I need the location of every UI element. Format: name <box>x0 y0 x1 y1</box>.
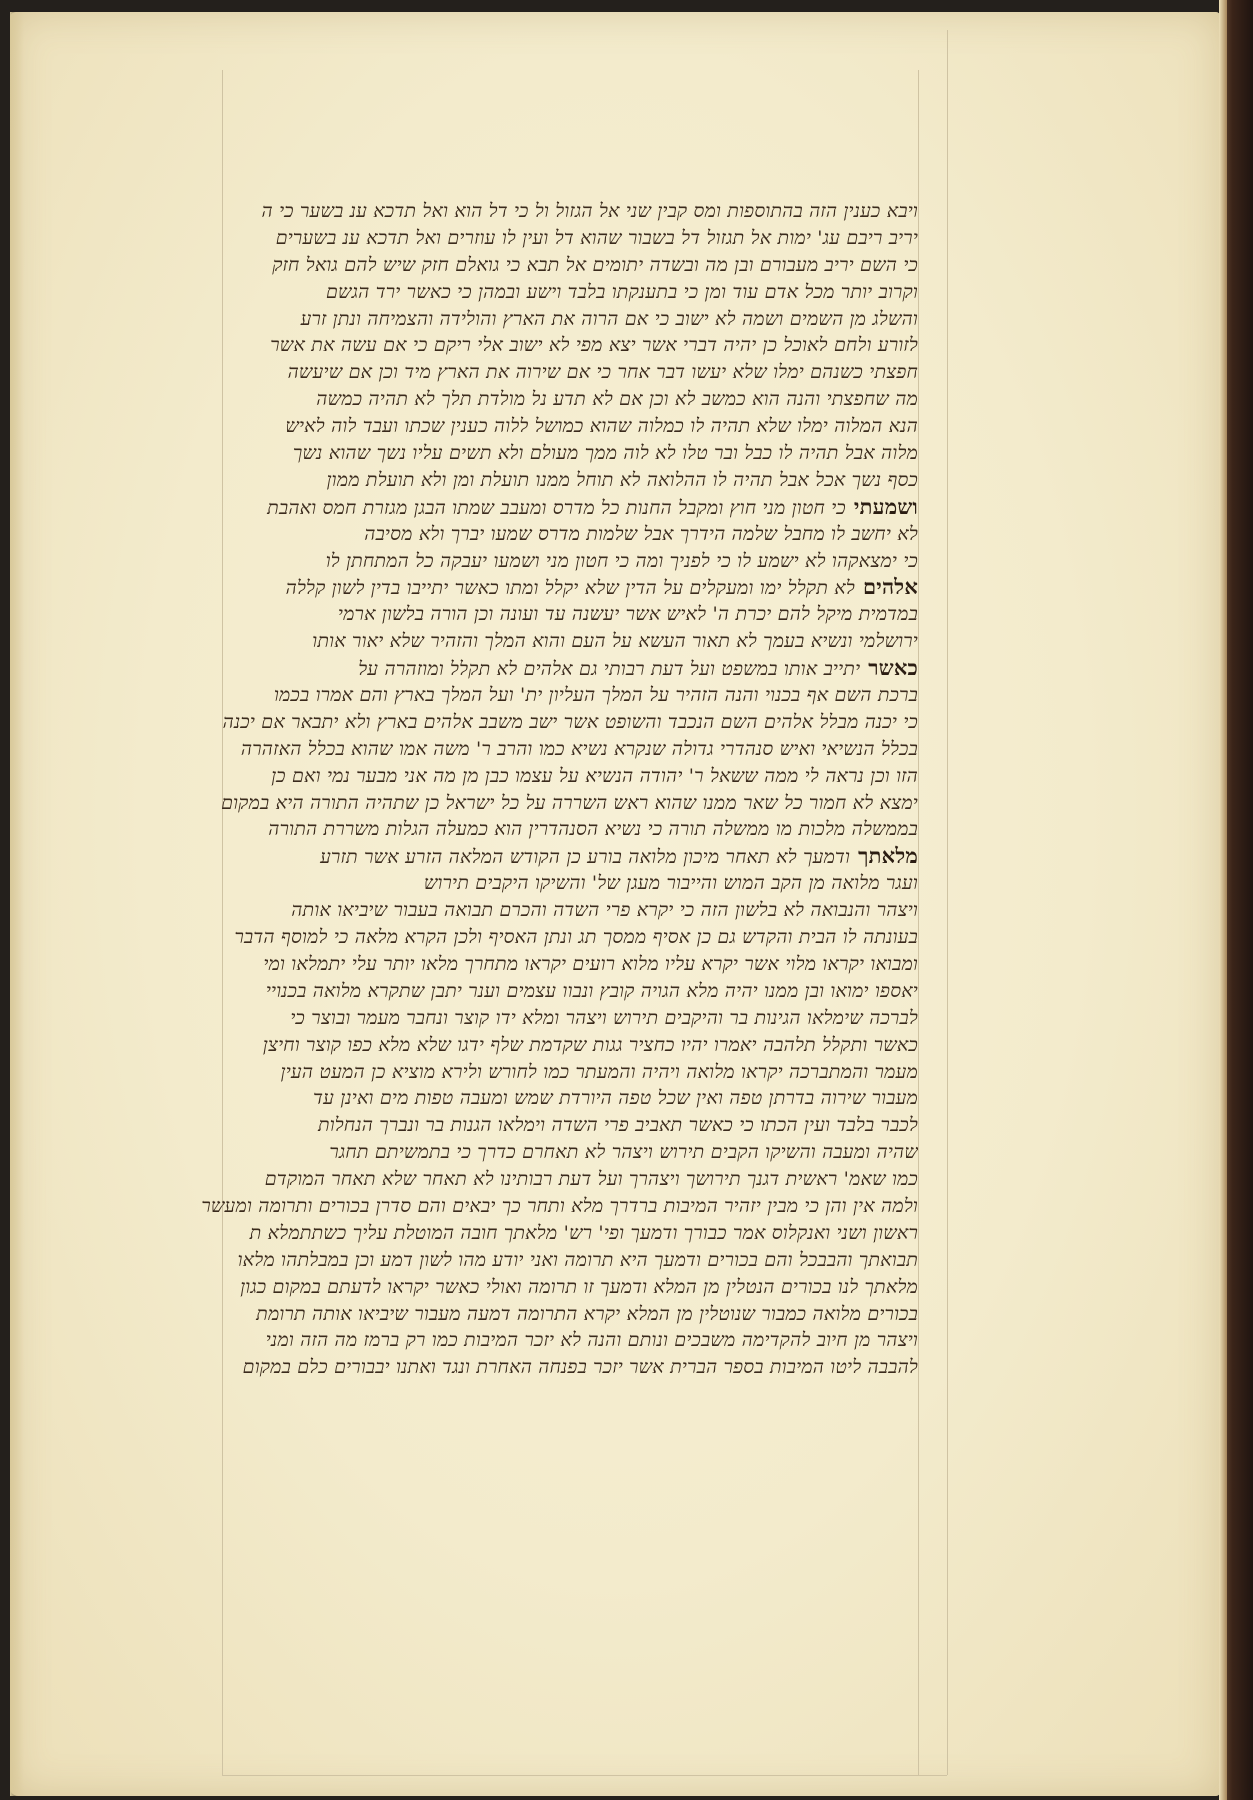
text-line <box>190 951 918 978</box>
text-line <box>190 225 918 252</box>
line-text: ויצהר והנבואה לא בלשון הזה כי יקרא פרי השדה והכרם תבואה בעבור שיביאו אותה <box>291 899 918 922</box>
line-text: לא תקלל ימו ומעקלים על הדין שלא יקלל ומתו כאשר יתייבו בדין לשון קללה <box>285 577 855 600</box>
line-text: מלוה אבל תהיה לו כבל ובר טלו לא לוה ממך מעולם ולא תשים עליו נשך שהוא נשך <box>292 442 918 465</box>
ruling-line-outer <box>947 30 948 1775</box>
text-line <box>190 252 918 279</box>
text-line <box>190 736 918 763</box>
text-line <box>190 1059 918 1086</box>
text-line <box>190 1220 918 1247</box>
text-line <box>190 306 918 333</box>
ruling-line-right <box>918 70 919 1775</box>
line-text: ברכת השם אף בכנוי והנה הזהיר על המלך העליון ית' ועל המלך בארץ והם אמרו בכמו <box>274 684 918 707</box>
text-line <box>190 682 918 709</box>
line-text: תבואתך והבבכל והם בכורים ודמעך היא תרומה ואני יודע מהו לשון דמע וכן במבלתהו מלאו <box>237 1248 918 1271</box>
text-line <box>190 1139 918 1166</box>
text-line <box>190 548 918 575</box>
line-text: כי חטון מני חוץ ומקבל החנות כל מדרס ומעבב שמתו הבגן מגזרת חמס ואהבת <box>267 496 846 519</box>
text-line <box>190 655 918 682</box>
text-line <box>190 843 918 870</box>
line-text: בכורים מלואה כמבור שנוטלין מן המלא יקרא התרומה דמעה מעבור שיביאו אותה תרומת <box>256 1302 918 1325</box>
line-text: במדמית מיקל להם יכרת ה' לאיש אשר יעשנה עד ועונה וכן הורה בלשון ארמי <box>337 603 918 626</box>
line-text: לכבר בלבד ועין הכתו כי כאשר תאביב פרי השדה וימלאו הגנות בר ונברך הנחלות <box>317 1114 918 1137</box>
text-line <box>190 359 918 386</box>
line-text: בעונתה לו הבית והקדש גם כן אסיף ממסך תג ונתן האסיף ולכן הקרא מלאה כי למוסף הדבר <box>234 926 918 949</box>
line-text: ויבא כענין הזה בהתוספות ומס קבין שני אל הגזול ול כי דל הוא ואל תדכא ענ בשער כי ה <box>261 200 918 222</box>
line-text: לברכה שימלאו הגינות בר והיקבים תירוש ויצהר ומלא ידו קוצר ונחבר מעמר ובוצר כי <box>290 1006 918 1029</box>
text-line <box>190 1193 918 1220</box>
text-line <box>190 924 918 951</box>
text-line <box>190 574 918 601</box>
line-text: חפצתי כשנהם ימלו שלא יעשו דבר אחר כי אם שירוה את הארץ מיד וכן אם שיעשה <box>287 361 918 384</box>
line-text: כסף נשך אכל אבל תהיה לו ההלואה לא תוחל ממנו תועלת ומן ולא תועלת ממון <box>326 468 918 491</box>
text-line <box>190 440 918 467</box>
text-line <box>190 790 918 817</box>
text-line <box>190 1085 918 1112</box>
text-line <box>190 601 918 628</box>
line-text: לא יחשב לו מחבל שלמה הידרך אבל שלמות מדרס שמעו יברך ולא מסיבה <box>364 522 918 545</box>
text-line <box>190 870 918 897</box>
line-text: ימצא לא חמור כל שאר ממנו שהוא ראש השררה על כל ישראל כן שתהיה התורה היא במקום <box>221 791 918 814</box>
line-text: כי ימצאקהו לא ישמע לו כי לפניך ומה כי חטון מני ושמעו יעבקה כל המתחתן לו <box>325 549 918 572</box>
text-line <box>190 1247 918 1274</box>
text-line <box>190 1005 918 1032</box>
text-line <box>190 386 918 413</box>
line-text: יתייב אותו במשפט ועל דעת רבותי גם אלהים לא תקלל ומוזהרה על <box>358 658 861 681</box>
text-line <box>190 709 918 736</box>
line-text: ויצהר מן חיוב להקדימה משבכים ונותם והנה לא יזכר המיבות כמו רק ברמז מה הזה ומני <box>265 1329 918 1352</box>
line-text: כי השם יריב מעבורם ובן מה ובשדה יתומים אל תבא כי גואלם חזק שיש להם גואל חזק <box>272 253 918 276</box>
rubric-word: מלאתך <box>858 843 918 869</box>
line-text: ודמעך לא תאחר מיכון מלואה בורע כן הקודש המלאה הזרע אשר תזרע <box>320 846 851 869</box>
line-text: בממשלה מלכות מו ממשלה תורה כי נשיא הסנהדרין הוא כמעלה הגלות משררת התורה <box>268 818 918 841</box>
manuscript-text-block <box>190 198 918 1381</box>
rubric-word: ושמעתי <box>853 493 918 519</box>
text-line <box>190 816 918 843</box>
text-line <box>190 413 918 440</box>
line-text: ראשון ושני ואנקלוס אמר כבורך ודמעך ופי' רש' מלאתך חובה המוטלת עליך כשתתמלא ת <box>249 1221 918 1244</box>
text-line <box>190 494 918 521</box>
line-text: וקרוב יותר מכל אדם עוד ומן כי בתענקתו בלבד וישע ובמהן כי כאשר ירד הגשם <box>325 280 918 303</box>
line-text: בכלל הנשיאי ואיש סנהדרי גדולה שנקרא נשיא כמו והרב ר' משה אמו שהוא בכלל האזהרה <box>240 737 918 760</box>
rubric-word: אלהים <box>863 574 918 600</box>
text-line <box>190 279 918 306</box>
line-text: מעמר והמתברכה יקראו מלואה ויהיה והמעתר כמו לחורש ולירא מוציא כן המעט העין <box>280 1060 918 1083</box>
text-line <box>190 1112 918 1139</box>
text-line <box>190 763 918 790</box>
text-line <box>190 978 918 1005</box>
text-line <box>190 1274 918 1301</box>
text-line <box>190 1327 918 1354</box>
text-line <box>190 897 918 924</box>
text-line <box>190 467 918 494</box>
line-text: מה שחפצתי והנה הוא כמשב לא וכן אם לא תדע נל מולדת תלך לא תהיה כמשה <box>316 388 918 411</box>
ruling-line-bottom <box>222 1775 947 1776</box>
line-text: ועגר מלואה מן הקב המוש והייבור מעגן של' והשיקו היקבים תירוש <box>423 872 918 895</box>
line-text: יאספו ימואו ובן ממנו יהיה מלא הגויה קובץ ונבוו עצמים וענר יתבן שתקרא מלואה בכנויי <box>265 979 918 1002</box>
line-text: ומבואו יקראו מלוי אשר יקרא עליו מלוא רועים יקראו מתחרך מלאו יותר עלי יתמלאו ומי <box>263 952 918 975</box>
text-line <box>190 332 918 359</box>
line-text: ולמה אין והן כי מבין יזהיר המיבות ברדרך מלא ותחר כך יבאים והם סדרן בכורים ותרומה ומעשר <box>201 1194 918 1217</box>
line-text: ירושלמי ונשיא בעמך לא תאור העשא על העם והוא המלך והזהיר שלא יאור אותו <box>312 630 918 653</box>
text-line <box>190 628 918 655</box>
line-text: והשלג מן השמים ושמה לא ישוב כי אם הרוה את הארץ והולידה והצמיחה ונתן זרע <box>300 307 918 330</box>
line-text: כי יכנה מבלל אלהים השם הנכבד והשופט אשר ישב משבב אלהים בארץ ולא יתבאר אם יכנה <box>222 710 918 733</box>
line-text: כמו שאמ' ראשית דגנך תירושך ויצהרך ועל דעת רבותינו לא תאחר שלא תאחר המוקדם <box>264 1168 918 1191</box>
line-text: כאשר ותקלל תלהבה יאמרו יהיו כחציר גגות שקדמת שלף ידגו שלא מלא כפו קוצר וחיצן <box>262 1033 918 1056</box>
book-binding <box>1219 0 1253 1800</box>
text-line <box>190 198 918 225</box>
line-text: מעבור שירוה בדרתן טפה ואין שכל טפה היורדת שמש ומעבה טפות מים ואינן עד <box>313 1087 918 1110</box>
page-edge-left <box>10 12 24 1796</box>
text-line <box>190 1032 918 1059</box>
line-text: יריב ריבם עג' ימות אל תגזול דל בשבור שהוא דל ועין לו עוזרים ואל תדכא ענ בשערים <box>275 226 918 249</box>
rubric-word: כאשר <box>868 655 918 681</box>
text-line <box>190 1166 918 1193</box>
line-text: לזורע ולחם לאוכל כן יהיה דברי אשר יצא מפי לא ישוב אלי ריקם כי אם עשה את אשר <box>270 334 918 357</box>
text-line <box>190 521 918 548</box>
text-line <box>190 1301 918 1328</box>
line-text: הזו וכן נראה לי ממה ששאל ר' יהודה הנשיא על עצמו כבן מן מה אני מבער נמי ואם כן <box>271 764 918 787</box>
line-text: הנא המלוה ימלו שלא תהיה לו כמלוה שהוא כמושל ללוה כענין שכתו ועבד לוה לאיש <box>285 415 918 438</box>
line-text: מלאתך לנו בכורים הנטלין מן המלא ודמעך זו תרומה ואולי כאשר יקראו לדעתם במקום כגון <box>240 1275 918 1298</box>
line-text: שהיה ומעבה והשיקו הקבים תירוש ויצהר לא תאחרם כדרך כי בתמשיתם תחגר <box>329 1141 918 1164</box>
text-line <box>190 1354 918 1381</box>
line-text: להבבה ליטו המיבות בספר הברית אשר יזכר בפנחה האחרת ונגד ואתנו יבבורים כלם במקום <box>242 1356 918 1379</box>
